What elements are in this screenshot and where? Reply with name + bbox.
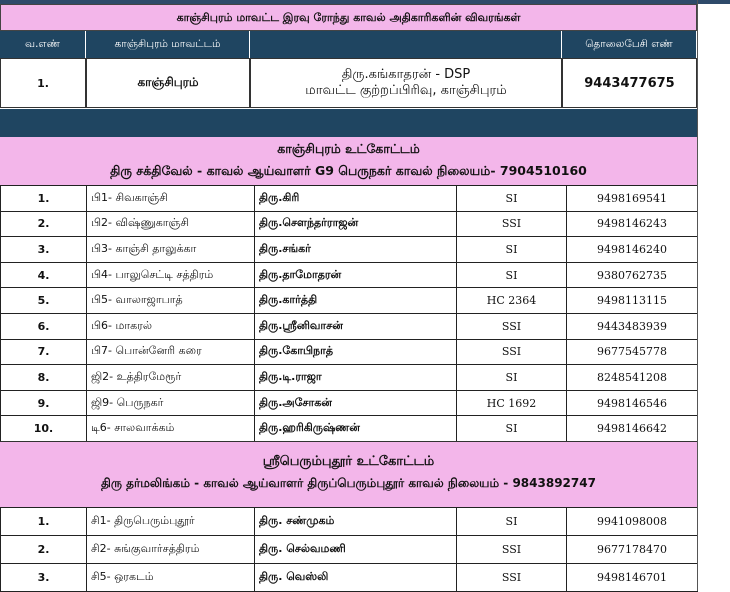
row-officer: திரு.ஸ்ரீனிவாசன் — [255, 313, 457, 339]
district-officer-unit: மாவட்ட குற்றப்பிரிவு, காஞ்சிபுரம் — [305, 83, 507, 98]
subdivision-header-sriperumbudur — [0, 441, 697, 508]
row-sno: 7. — [1, 339, 87, 365]
row-rank: HC 1692 — [457, 390, 567, 416]
row-sno: 10. — [1, 416, 87, 442]
table-row — [1, 564, 698, 592]
officers-table-sriperumbudur — [0, 507, 698, 592]
row-officer: திரு. வெஸ்லி — [255, 564, 457, 592]
row-phone: 9498146701 — [567, 564, 698, 592]
row-officer: திரு.கார்த்தி — [255, 288, 457, 314]
row-sno: 1. — [1, 508, 87, 536]
row-station: சி1- திருபெரும்புதூர் — [87, 508, 255, 536]
col-header-district: காஞ்சிபுரம் மாவட்டம் — [86, 31, 250, 58]
row-station: ஜி9- பெருநகர் — [87, 390, 255, 416]
table-row — [1, 186, 698, 212]
row-station: பி2- விஷ்ணுகாஞ்சி — [87, 211, 255, 237]
row-officer: திரு.சங்கர் — [255, 237, 457, 263]
row-station: பி3- காஞ்சி தாலுக்கா — [87, 237, 255, 263]
row-sno: 2. — [1, 536, 87, 564]
row-phone: 9677545778 — [567, 339, 698, 365]
row-phone: 9941098008 — [567, 508, 698, 536]
row-station: பி7- பொன்னேரி கரை — [87, 339, 255, 365]
district-sno: 1. — [0, 58, 86, 108]
row-phone: 9498146240 — [567, 237, 698, 263]
row-station: டி6- சாலவாக்கம் — [87, 416, 255, 442]
row-officer: திரு. சண்முகம் — [255, 508, 457, 536]
col-header-officer — [250, 31, 562, 58]
district-officer-name: திரு.கங்காதரன் - DSP — [341, 67, 471, 82]
row-rank: SI — [457, 508, 567, 536]
row-phone: 9380762735 — [567, 262, 698, 288]
row-officer: திரு. செல்வமணி — [255, 536, 457, 564]
row-officer: திரு.தாமோதரன் — [255, 262, 457, 288]
table-row — [1, 237, 698, 263]
row-sno: 2. — [1, 211, 87, 237]
row-rank: SI — [457, 365, 567, 391]
row-sno: 1. — [1, 186, 87, 212]
document-title: காஞ்சிபுரம் மாவட்ட இரவு ரோந்து காவல் அதிகாரிகளின் விவரங்கள் — [0, 4, 697, 31]
district-name: காஞ்சிபுரம் — [86, 58, 250, 108]
right-border — [697, 0, 698, 591]
row-officer: திரு.ஹரிகிருஷ்ணன் — [255, 416, 457, 442]
row-rank: SI — [457, 237, 567, 263]
row-rank: SSI — [457, 211, 567, 237]
row-rank: SSI — [457, 536, 567, 564]
subdivision-subtitle: திரு சக்திவேல் - காவல் ஆய்வாளர் G9 பெருநகர் காவல் நிலையம்- 7904510160 — [110, 163, 587, 178]
row-rank: SI — [457, 186, 567, 212]
row-phone: 9498146642 — [567, 416, 698, 442]
table-row — [1, 339, 698, 365]
row-sno: 8. — [1, 365, 87, 391]
separator-band — [0, 109, 697, 137]
row-phone: 8248541208 — [567, 365, 698, 391]
table-row — [1, 536, 698, 564]
row-rank: SSI — [457, 339, 567, 365]
officers-table-kanchipuram — [0, 185, 698, 442]
subdivision-subtitle: திரு தர்மலிங்கம் - காவல் ஆய்வாளர் திருப்பெரும்புதூர் காவல் நிலையம் - 9843892747 — [101, 476, 596, 490]
row-sno: 9. — [1, 390, 87, 416]
row-phone: 9677178470 — [567, 536, 698, 564]
table-row — [1, 288, 698, 314]
row-phone: 9498146243 — [567, 211, 698, 237]
col-header-sno: வ.எண் — [0, 31, 86, 58]
row-station: பி4- பாலுசெட்டி சத்திரம் — [87, 262, 255, 288]
row-officer: திரு.சௌந்தர்ராஜன் — [255, 211, 457, 237]
table-row — [1, 262, 698, 288]
row-phone: 9498113115 — [567, 288, 698, 314]
row-sno: 5. — [1, 288, 87, 314]
row-rank: SI — [457, 262, 567, 288]
row-officer: திரு.டி.ராஜா — [255, 365, 457, 391]
subdivision-title: ஸ்ரீபெரும்புதூர் உட்கோட்டம் — [262, 454, 435, 469]
row-officer: திரு.கோபிநாத் — [255, 339, 457, 365]
row-rank: HC 2364 — [457, 288, 567, 314]
table-row — [1, 416, 698, 442]
row-sno: 6. — [1, 313, 87, 339]
row-station: பி5- வாலாஜாபாத் — [87, 288, 255, 314]
row-sno: 4. — [1, 262, 87, 288]
district-officer — [250, 58, 562, 108]
subdivision-title: காஞ்சிபுரம் உட்கோட்டம் — [277, 141, 420, 156]
district-phone: 9443477675 — [562, 58, 697, 108]
row-phone: 9443483939 — [567, 313, 698, 339]
row-rank: SI — [457, 416, 567, 442]
subdivision-header-kanchipuram — [0, 137, 697, 185]
table-row — [1, 365, 698, 391]
table-row — [1, 508, 698, 536]
row-rank: SSI — [457, 313, 567, 339]
table-row — [1, 211, 698, 237]
col-header-phone: தொலைபேசி எண் — [562, 31, 697, 58]
row-phone: 9498146546 — [567, 390, 698, 416]
row-sno: 3. — [1, 237, 87, 263]
row-station: ஜி2- உத்திரமேரூர் — [87, 365, 255, 391]
row-rank: SSI — [457, 564, 567, 592]
row-station: பி6- மாகரல் — [87, 313, 255, 339]
row-station: சி2- சுங்குவார்சத்திரம் — [87, 536, 255, 564]
table-row — [1, 390, 698, 416]
row-phone: 9498169541 — [567, 186, 698, 212]
row-officer: திரு.கிரி — [255, 186, 457, 212]
row-officer: திரு.அசோகன் — [255, 390, 457, 416]
table-row — [1, 313, 698, 339]
row-station: பி1- சிவகாஞ்சி — [87, 186, 255, 212]
row-station: சி5- ஒரகடம் — [87, 564, 255, 592]
row-sno: 3. — [1, 564, 87, 592]
